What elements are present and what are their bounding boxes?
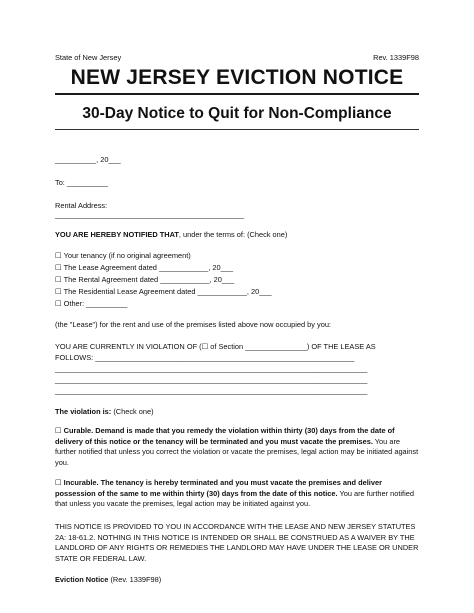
checkbox-icon: ☐ bbox=[55, 275, 62, 284]
notified-line bbox=[55, 230, 287, 240]
footer-rest: (Rev. 1339F98) bbox=[108, 575, 162, 584]
document-subtitle: 30-Day Notice to Quit for Non-Compliance bbox=[82, 105, 392, 122]
blank-line: ____________________________________________________________________________ bbox=[55, 375, 368, 384]
closing-notice: THIS NOTICE IS PROVIDED TO YOU IN ACCORDANCE WITH THE LEASE AND NEW JERSEY STATUTES 2A: 18-61.2. NOTHING IN THIS NOTICE IS INTENDED OR SHALL BE CONSTRUED AS A WAIVER BY THE LANDLORD OF ANY RIGHTS OR REMEDIES THE LANDLORD MAY HAVE UNDER THE LEASE OR UNDER STATE OR FEDERAL LAW. bbox=[55, 522, 419, 563]
checkbox-icon: ☐ bbox=[55, 299, 62, 308]
option-label: The Rental Agreement dated ____________, 20___ bbox=[63, 275, 235, 284]
option-row bbox=[55, 263, 233, 273]
incurable-bold: Incurable. The tenancy is hereby terminated and you must vacate the premises and deliver possession of the same to me within thirty (30) days from the date of this notice. bbox=[55, 478, 382, 498]
subtitle-divider bbox=[55, 129, 419, 130]
rental-address-label: Rental Address: bbox=[55, 201, 108, 210]
rental-address-blank: ______________________________________________ bbox=[55, 210, 245, 219]
violation-line-2: FOLLOWS: _______________________________________________________________ bbox=[55, 353, 355, 362]
option-row bbox=[55, 299, 127, 309]
to-line: To: __________ bbox=[55, 178, 109, 187]
curable-paragraph bbox=[55, 426, 419, 468]
notified-bold: YOU ARE HEREBY NOTIFIED THAT bbox=[55, 230, 179, 239]
violation-line-1: YOU ARE CURRENTLY IN VIOLATION OF (☐ of Section _______________) OF THE LEASE AS bbox=[55, 342, 376, 351]
option-row bbox=[55, 251, 191, 261]
footer-bold: Eviction Notice bbox=[55, 575, 109, 584]
lease-sentence: (the "Lease") for the rent and use of the premises listed above now occupied by you: bbox=[55, 320, 331, 329]
date-line: __________, 20___ bbox=[55, 155, 121, 164]
violation-is-rest: (Check one) bbox=[111, 407, 154, 416]
option-row bbox=[55, 287, 272, 297]
checkbox-icon: ☐ bbox=[55, 287, 62, 296]
checkbox-icon: ☐ bbox=[55, 478, 62, 487]
blank-line: ____________________________________________________________________________ bbox=[55, 364, 368, 373]
option-label: Your tenancy (if no original agreement) bbox=[63, 251, 191, 260]
curable-bold: Curable. Demand is made that you remedy the violation within thirty (30) days from the date of delivery of this notice or the tenancy will be terminated and you must vacate the premises. bbox=[55, 426, 395, 446]
revision-label: Rev. 1339F98 bbox=[373, 53, 419, 62]
curable-rest: You are further notified that unless you correct the violation or vacate the premises, legal action may be initiated against you. bbox=[55, 436, 419, 467]
violation-is-line bbox=[55, 407, 154, 417]
notified-rest: , under the terms of: (Check one) bbox=[178, 230, 288, 239]
document-title: NEW JERSEY EVICTION NOTICE bbox=[70, 66, 404, 89]
option-label: The Residential Lease Agreement dated ____________, 20___ bbox=[63, 287, 272, 296]
option-label: The Lease Agreement dated ____________, 20___ bbox=[63, 263, 233, 272]
incurable-rest: You are further notified that unless you vacate the premises, legal action may be initiated against you. bbox=[55, 488, 414, 509]
incurable-paragraph bbox=[55, 478, 419, 510]
violation-is-bold: The violation is: bbox=[55, 407, 112, 416]
state-label: State of New Jersey bbox=[55, 53, 122, 62]
title-divider bbox=[55, 93, 419, 95]
checkbox-icon: ☐ bbox=[55, 251, 62, 260]
option-label: Other: __________ bbox=[63, 299, 128, 308]
option-row bbox=[55, 275, 234, 285]
checkbox-icon: ☐ bbox=[55, 263, 62, 272]
checkbox-icon: ☐ bbox=[55, 426, 62, 435]
blank-line: ____________________________________________________________________________ bbox=[55, 386, 368, 395]
footer bbox=[55, 575, 161, 585]
